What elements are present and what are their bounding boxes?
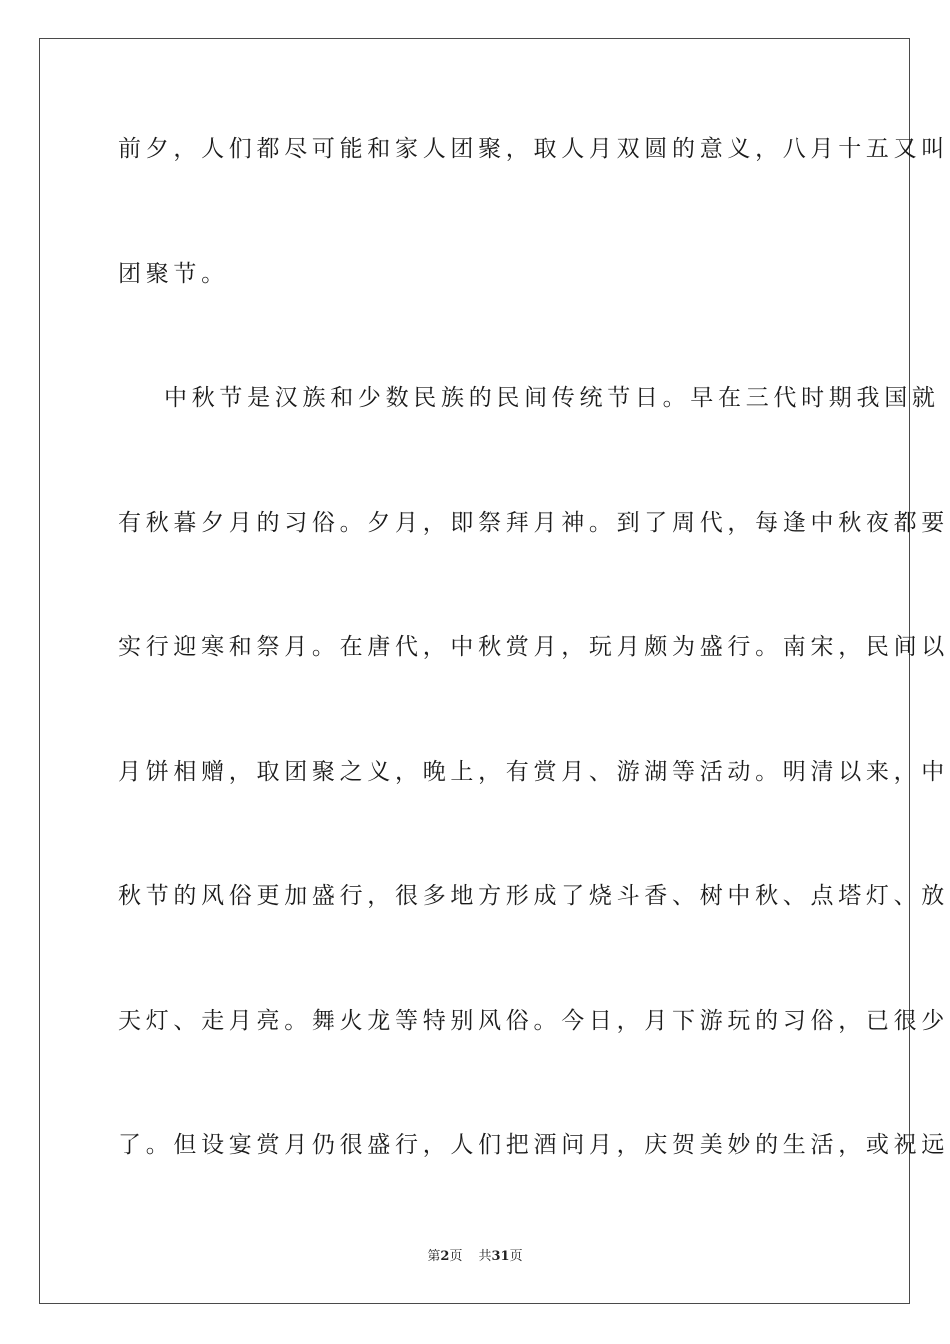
page-suffix: 页	[449, 1249, 463, 1264]
page-number: 2	[440, 1249, 450, 1264]
paragraph-line-9: 了。但设宴赏月仍很盛行，人们把酒问月，庆贺美妙的生活，或祝远	[118, 1132, 949, 1158]
page-border	[39, 38, 949, 1304]
paragraph-line-3: 中秋节是汉族和少数民族的民间传统节日。早在三代时期我国就	[164, 385, 940, 411]
total-prefix: 共	[478, 1249, 492, 1264]
paragraph-line-4: 有秋暮夕月的习俗。夕月，即祭拜月神。到了周代，每逢中秋夜都要	[118, 510, 949, 536]
paragraph-line-6: 月饼相赠，取团聚之义，晚上，有赏月、游湖等活动。明清以来，中	[118, 759, 949, 785]
page-prefix: 第	[427, 1249, 441, 1264]
paragraph-line-8: 天灯、走月亮。舞火龙等特别风俗。今日，月下游玩的习俗，已很少	[118, 1008, 949, 1034]
page-footer	[0, 1248, 950, 1266]
total-pages: 31	[491, 1249, 510, 1264]
paragraph-line-5: 实行迎寒和祭月。在唐代，中秋赏月，玩月颇为盛行。南宋，民间以	[118, 634, 949, 660]
paragraph-line-7: 秋节的风俗更加盛行，很多地方形成了烧斗香、树中秋、点塔灯、放	[118, 883, 949, 909]
total-suffix: 页	[509, 1249, 523, 1264]
paragraph-line-1: 前夕，人们都尽可能和家人团聚，取人月双圆的意义，八月十五又叫	[118, 136, 949, 162]
paragraph-line-2: 团聚节。	[118, 261, 229, 287]
